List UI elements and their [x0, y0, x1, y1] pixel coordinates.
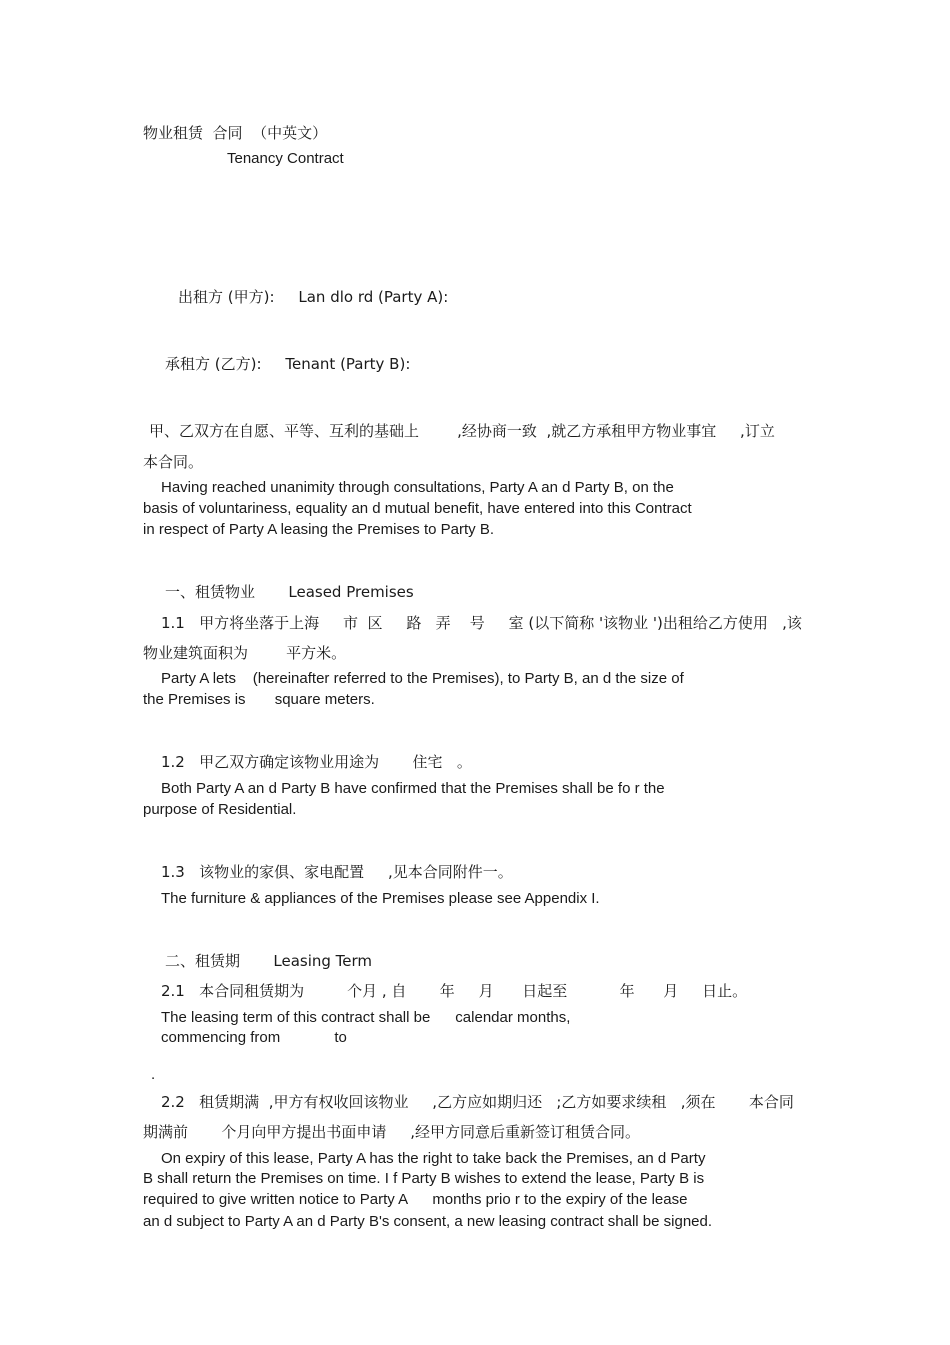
clause-2-2-en-line3: required to give written notice to Party A months prio r to the expiry of the lease [143, 1191, 688, 1208]
title-english: Tenancy Contract [227, 150, 344, 167]
clause-1-3-en: The furniture & appliances of the Premises please see Appendix I. [161, 890, 600, 907]
clause-2-1-en-line1: The leasing term of this contract shall be calendar months, [161, 1009, 571, 1026]
clause-2-2-zh-line2: 期满前 个月向甲方提出书面申请 ,经甲方同意后重新签订租赁合同。 [143, 1123, 640, 1141]
clause-2-1-zh: 2.1 本合同租赁期为 个月 , 自 年 月 日起至 年 月 日止。 [161, 982, 748, 1000]
clause-1-1-en-line2: the Premises is square meters. [143, 691, 375, 708]
clause-2-2-en-line1: On expiry of this lease, Party A has the right to take back the Premises, an d Party [161, 1150, 706, 1167]
clause-2-2-en-line4: an d subject to Party A an d Party B's consent, a new leasing contract shall be signed. [143, 1213, 713, 1230]
clause-1-3-zh: 1.3 该物业的家俱、家电配置 ,见本合同附件一。 [161, 863, 513, 881]
preamble-en-line2: basis of voluntariness, equality an d mutual benefit, have entered into this Contract [143, 500, 692, 517]
clause-1-1-en-line1: Party A lets (hereinafter referred to the Premises), to Party B, an d the size of [161, 670, 684, 687]
preamble-zh-line1: 甲、乙双方在自愿、平等、互利的基础上 ,经协商一致 ,就乙方承租甲方物业事宜 ,订立 [149, 422, 775, 440]
clause-2-2-zh-line1: 2.2 租赁期满 ,甲方有权收回该物业 ,乙方应如期归还 ;乙方如要求续租 ,须在 本合同 [161, 1093, 794, 1111]
tenant-line: 承租方 (乙方): Tenant (Party B): [165, 355, 411, 373]
clause-2-2-en-line2: B shall return the Premises on time. I f Party B wishes to extend the lease, Party B is [143, 1170, 705, 1187]
section1-heading: 一、租赁物业 Leased Premises [165, 583, 414, 601]
clause-1-2-en-line2: purpose of Residential. [143, 801, 297, 818]
title-chinese: 物业租赁 合同 （中英文） [143, 124, 328, 142]
clause-1-2-zh: 1.2 甲乙双方确定该物业用途为 住宅 。 [161, 753, 472, 771]
landlord-line: 出租方 (甲方): Lan dlo rd (Party A): [178, 288, 449, 306]
preamble-zh-line2: 本合同。 [143, 453, 204, 471]
section2-heading: 二、租赁期 Leasing Term [165, 952, 373, 970]
preamble-en-line3: in respect of Party A leasing the Premises to Party B. [143, 521, 494, 538]
clause-1-2-en-line1: Both Party A an d Party B have confirmed that the Premises shall be fo r the [161, 780, 665, 797]
clause-2-1-en-line2: commencing from to [161, 1029, 347, 1046]
preamble-en-line1: Having reached unanimity through consultations, Party A an d Party B, on the [161, 479, 674, 496]
stray-dot: . [151, 1066, 156, 1083]
clause-1-1-zh-line2: 物业建筑面积为 平方米。 [143, 644, 347, 662]
clause-1-1-zh-line1: 1.1 甲方将坐落于上海 市 区 路 弄 号 室 (以下简称 '该物业 ')出租给乙方使用 ,该 [161, 614, 802, 632]
